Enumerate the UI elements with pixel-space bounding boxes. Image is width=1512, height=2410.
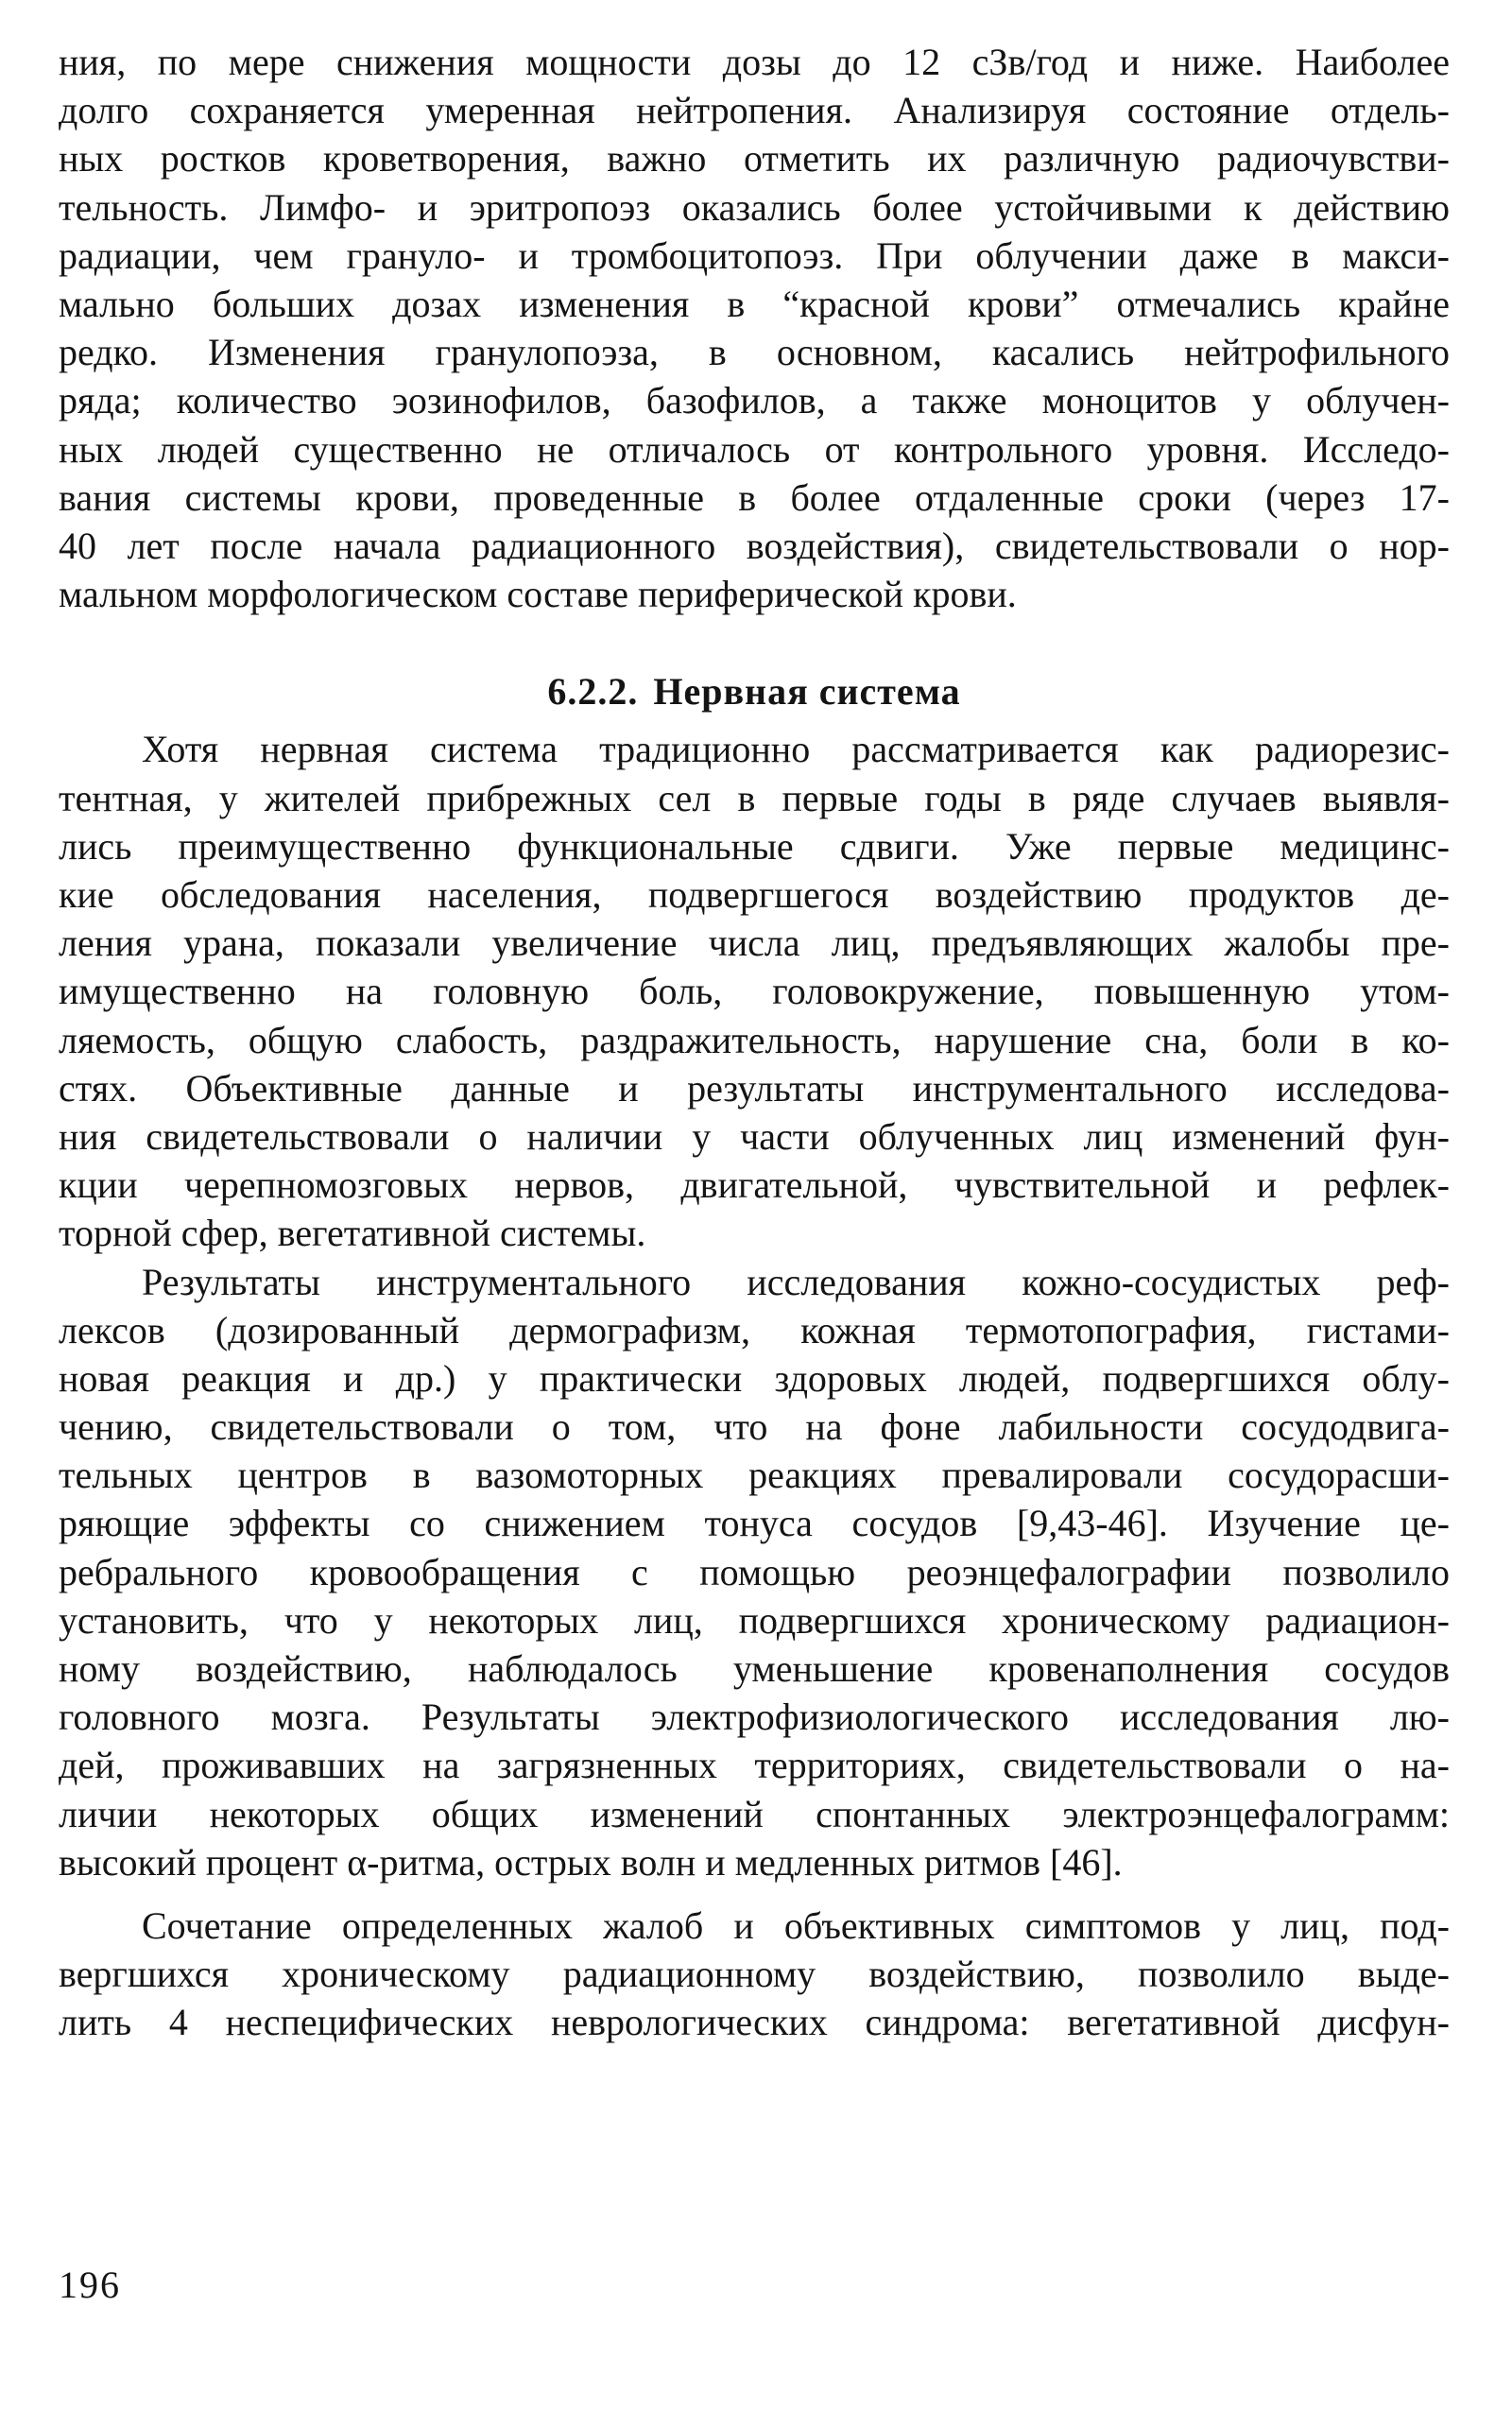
text-line: Сочетание определенных жалоб и объективных симптомов у лиц, под- [142,1903,1450,1947]
text-line: мальном морфологическом составе периферической крови. [59,573,1017,616]
text-line: ных ростков кроветворения, важно отметить их различную радиочувстви- [59,137,1450,181]
text-line: личии некоторых общих изменений спонтанных электроэнцефалограмм: [59,1792,1450,1835]
text-line: чению, свидетельствовали о том, что на фоне лабильности сосудодвига- [59,1405,1450,1449]
text-line: дей, проживавших на загрязненных территориях, свидетельствовали о на- [59,1744,1450,1787]
text-line: имущественно на головную боль, головокружение, повышенную утом- [59,970,1450,1013]
text-line: ряда; количество эозинофилов, базофилов, а также моноцитов у облучен- [59,379,1450,422]
section-heading [59,667,1450,715]
text-line: тельность. Лимфо- и эритропоэз оказались более устойчивыми к действию [59,185,1450,229]
text-line: торной сфер, вегетативной системы. [59,1212,646,1255]
paragraph-gap [59,1886,1450,1902]
text-line: Результаты инструментального исследования кожно-сосудистых реф- [142,1260,1450,1303]
text-line: высокий процент α-ритма, острых волн и медленных ритмов [46]. [59,1840,1123,1884]
section-title: Нервная система [653,670,961,714]
document-page [59,38,1450,2047]
text-line: ния свидетельствовали о наличии у части облученных лиц изменений фун- [59,1114,1450,1158]
text-line: ряющие эффекты со снижением тонуса сосудов [9,43-46]. Изучение це- [59,1502,1450,1545]
text-line: тельных центров в вазомоторных реакциях превалировали сосудорасши- [59,1454,1450,1497]
text-line: кие обследования населения, подвергшегося воздействию продуктов де- [59,873,1450,917]
text-line: вания системы крови, проведенные в более отдаленные сроки (через 17- [59,475,1450,519]
text-line: вергшихся хроническому радиационному воздействию, позволило выде- [59,1953,1450,1996]
text-line: лить 4 неспецифических неврологических синдрома: вегетативной дисфун- [59,2001,1450,2044]
text-line: радиации, чем грануло- и тромбоцитопоэз. При облучении даже в макси- [59,233,1450,277]
text-line: ния, по мере снижения мощности дозы до 12 сЗв/год и ниже. Наиболее [59,41,1450,83]
paragraph-nervous-system-intro [59,725,1450,1257]
text-line: кции черепномозговых нервов, двигательной, чувствительной и рефлек- [59,1163,1450,1207]
text-line: ления урана, показали увеличение числа лиц, предъявляющих жалобы пре- [59,921,1450,965]
text-line: мально больших дозах изменения в “красной крови” отмечались крайне [59,282,1450,325]
page-number: 196 [59,2264,121,2306]
text-line: ребрального кровообращения с помощью реоэнцефалографии позволило [59,1550,1450,1593]
text-line: установить, что у некоторых лиц, подвергшихся хроническому радиацион- [59,1598,1450,1642]
text-line: ному воздействию, наблюдалось уменьшение кровенаполнения сосудов [59,1647,1450,1691]
text-line: лексов (дозированный дермографизм, кожная термотопография, гистами- [59,1308,1450,1351]
text-line: 40 лет после начала радиационного воздействия), свидетельствовали о нор- [59,524,1450,567]
text-line: стях. Объективные данные и результаты инструментального исследова- [59,1066,1450,1110]
text-line: ляемость, общую слабость, раздражительность, нарушение сна, боли в ко- [59,1018,1450,1061]
paragraph-hematopoiesis [59,38,1450,618]
text-line: головного мозга. Результаты электрофизиологического исследования лю- [59,1696,1450,1739]
paragraph-vascular-reflexes [59,1258,1450,1886]
text-line: редко. Изменения гранулопоэза, в основном, касались нейтрофильного [59,331,1450,374]
text-line: тентная, у жителей прибрежных сел в первые годы в ряде случаев выявля- [59,776,1450,819]
text-line: новая реакция и др.) у практически здоровых людей, подвергшихся облу- [59,1356,1450,1400]
section-number: 6.2.2. [547,670,639,714]
text-line: ных людей существенно не отличалось от контрольного уровня. Исследо- [59,427,1450,471]
text-line: долго сохраняется умеренная нейтропения. Анализируя состояние отдель- [59,89,1450,132]
paragraph-neurological-syndromes [59,1902,1450,2047]
text-line: лись преимущественно функциональные сдвиги. Уже первые медицинс- [59,824,1450,868]
text-line: Хотя нервная система традиционно рассматривается как радиорезис- [142,728,1450,771]
